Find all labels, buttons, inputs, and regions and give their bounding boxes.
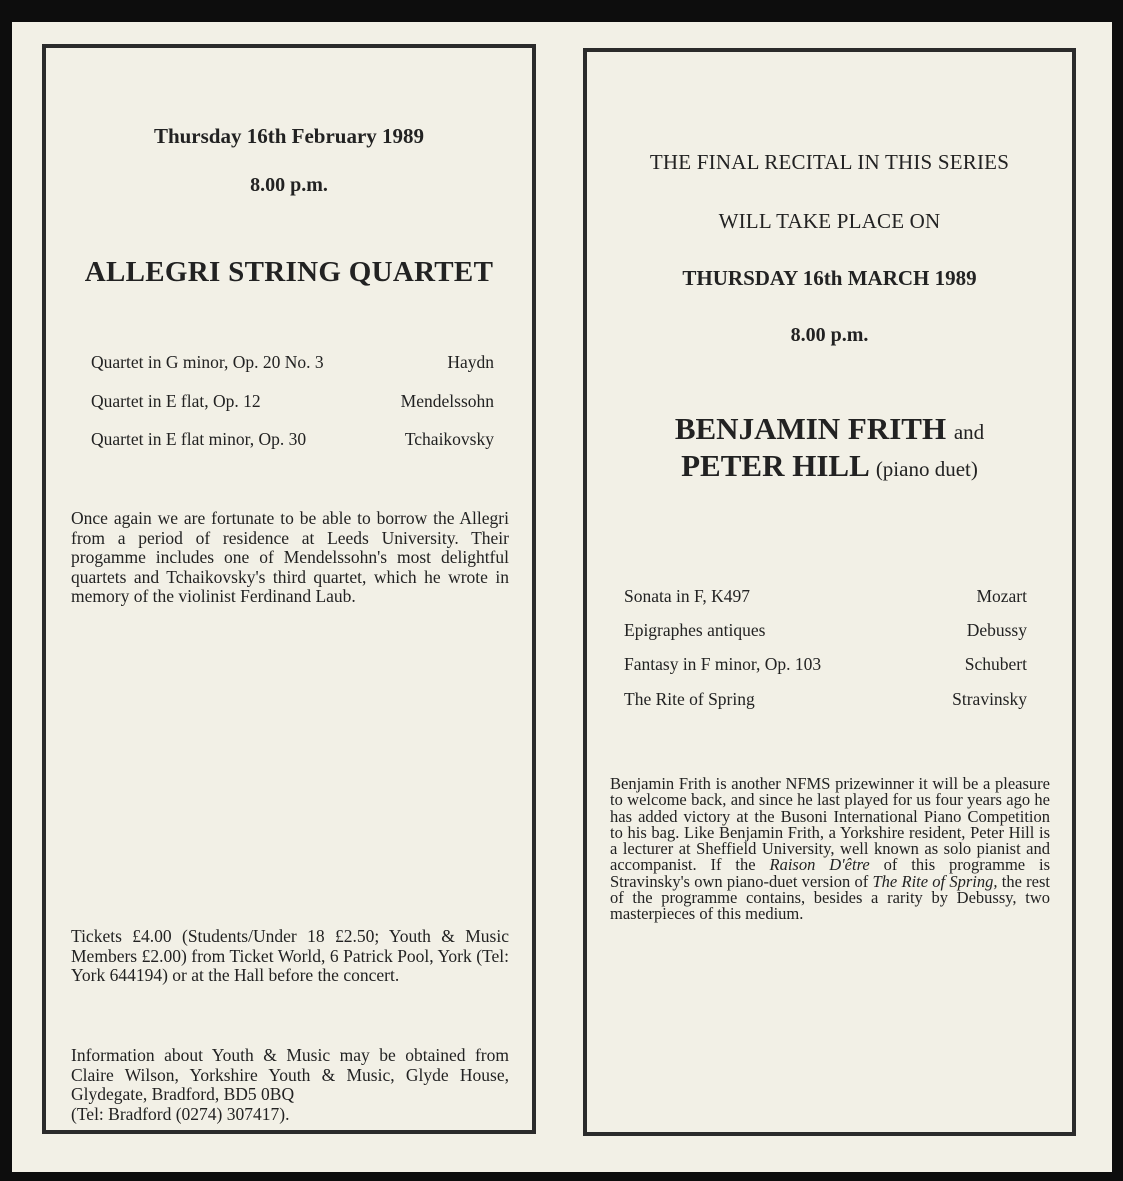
- composer-name: Schubert: [964, 654, 1027, 674]
- right-panel: [583, 48, 1076, 1136]
- performers-title: [587, 412, 1072, 486]
- work-title: Quartet in G minor, Op. 20 No. 3: [91, 352, 324, 372]
- performer-conjunction: and: [953, 420, 985, 444]
- description-italic: Raison D'être: [769, 855, 870, 875]
- programme-sheet: [12, 22, 1112, 1172]
- programme-row: [624, 654, 1027, 675]
- programme-row: [91, 391, 494, 412]
- composer-name: Mozart: [976, 586, 1027, 606]
- work-title: Epigraphes antiques: [624, 620, 766, 640]
- programme-row: [624, 689, 1027, 710]
- concert-description: Once again we are fortunate to be able to borrow the Allegri from a period of residence at Leeds University. Their progamme includes one of Mendelssohn's most delightful quartets and Tchaikovsky's third quartet, which he wrote in memory of the violinist Ferdinand Laub.: [71, 508, 509, 606]
- work-title: Quartet in E flat minor, Op. 30: [91, 429, 307, 449]
- recital-description: [610, 776, 1050, 923]
- ticket-info: Tickets £4.00 (Students/Under 18 £2.50; Youth & Music Members £2.00) from Ticket World, 6 Patrick Pool, York (Tel: York 644194) or at the Hall before the concert.: [71, 926, 509, 985]
- performer-name: PETER HILL: [681, 448, 869, 483]
- performer-instrument: (piano duet): [875, 457, 978, 481]
- composer-name: Stravinsky: [952, 689, 1027, 709]
- performer-name: BENJAMIN FRITH: [674, 411, 947, 446]
- programme-row: [624, 620, 1027, 641]
- ensemble-title: ALLEGRI STRING QUARTET: [84, 256, 494, 288]
- work-title: Quartet in E flat, Op. 12: [91, 391, 261, 411]
- composer-name: Debussy: [966, 620, 1027, 640]
- description-italic: The Rite of Spring,: [872, 871, 998, 891]
- description-text: Benjamin Frith is another NFMS prizewinner it will be a pleasure to welcome back, and since he last played for us four years ago he has added victory at the Busoni International Piano Competition to his bag. Like Benjamin Frith, a Yorkshire resident, Peter Hill is a lecturer at Sheffield University, well known as solo pianist and accompanist. If the: [610, 774, 1050, 875]
- info-telephone: (Tel: Bradford (0274) 307417).: [71, 1103, 290, 1124]
- programme-row: [624, 586, 1027, 607]
- left-panel: [42, 44, 536, 1134]
- composer-name: Tchaikovsky: [404, 429, 494, 449]
- programme-row: [91, 429, 494, 450]
- info-text: Information about Youth & Music may be obtained from Claire Wilson, Yorkshire Youth & Music, Glyde House, Glydegate, Bradford, BD5 0BQ: [71, 1045, 509, 1104]
- concert-date: Thursday 16th February 1989: [153, 124, 425, 148]
- final-recital-time: 8.00 p.m.: [790, 324, 869, 346]
- youth-music-info: [71, 1046, 509, 1124]
- description-text: of this programme is Stravinsky's own piano-duet version of: [610, 855, 1051, 891]
- work-title: Sonata in F, K497: [624, 586, 750, 606]
- concert-time: 8.00 p.m.: [250, 174, 328, 196]
- composer-name: Haydn: [447, 352, 494, 372]
- series-announcement: THE FINAL RECITAL IN THIS SERIES: [649, 150, 1010, 174]
- series-announcement-2: WILL TAKE PLACE ON: [718, 209, 941, 233]
- description-text: the rest of the programme contains, besides a rarity by Debussy, two masterpieces of this medium.: [610, 871, 1051, 924]
- final-recital-date: THURSDAY 16th MARCH 1989: [682, 266, 977, 290]
- programme-row: [91, 352, 494, 373]
- work-title: The Rite of Spring: [624, 689, 755, 709]
- work-title: Fantasy in F minor, Op. 103: [624, 654, 822, 674]
- composer-name: Mendelssohn: [400, 391, 494, 411]
